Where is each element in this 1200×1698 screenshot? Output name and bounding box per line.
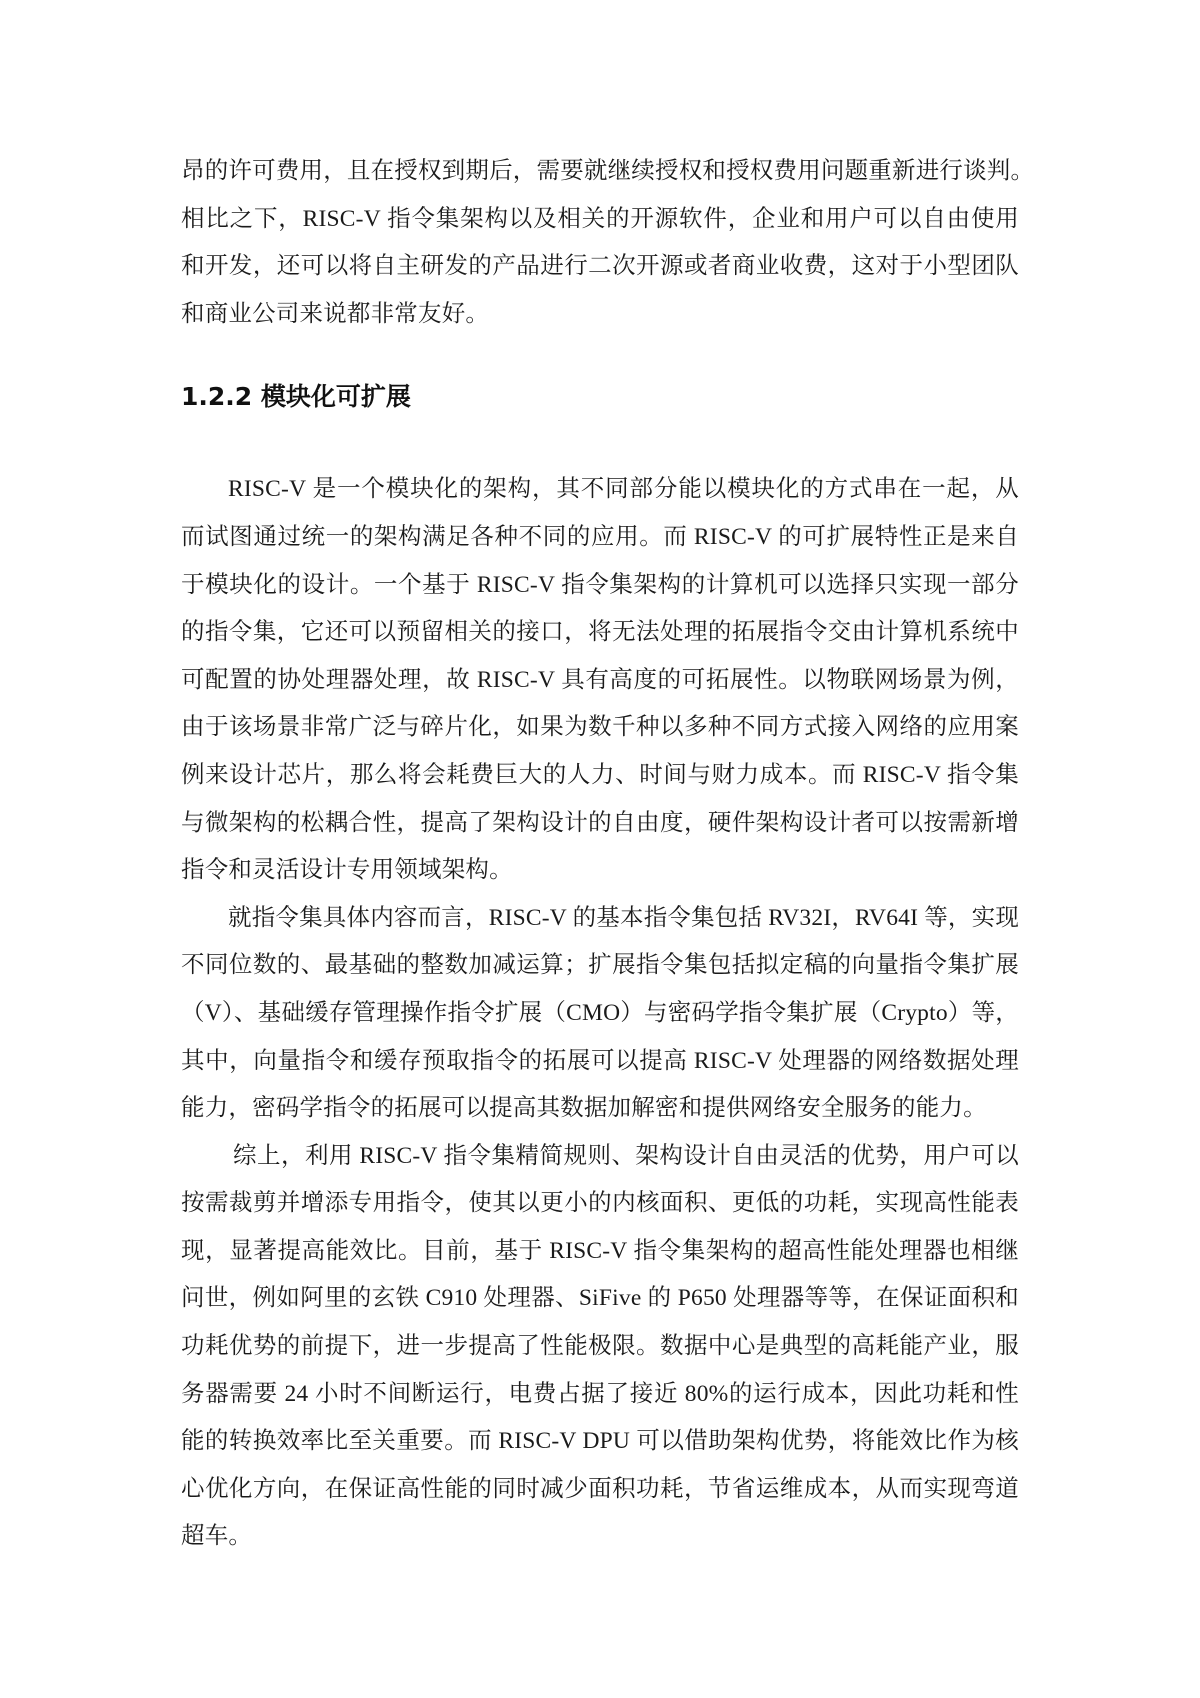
text-line: 功耗优势的前提下，进一步提高了性能极限。数据中心是典型的高耗能产业，服 [181, 1333, 1019, 1360]
text-line: 心优化方向，在保证高性能的同时减少面积功耗，节省运维成本，从而实现弯道 [181, 1475, 1019, 1502]
paragraph-instruction-sets [181, 895, 1019, 1133]
text-line: 超车。 [181, 1523, 253, 1550]
text-line: 例来设计芯片，那么将会耗费巨大的人力、时间与财力成本。而 RISC-V 指令集 [181, 761, 1019, 788]
text-line: 问世，例如阿里的玄铁 C910 处理器、SiFive 的 P650 处理器等等，在保证面积和 [181, 1285, 1019, 1312]
text-line: 能力，密码学指令的拓展可以提高其数据加解密和提供网络安全服务的能力。 [181, 1095, 987, 1122]
text-line: 由于该场景非常广泛与碎片化，如果为数千种以多种不同方式接入网络的应用案 [181, 714, 1019, 741]
text-line: 昂的许可费用，且在授权到期后，需要就继续授权和授权费用问题重新进行谈判。 [181, 158, 1035, 184]
text-line: 按需裁剪并增添专用指令，使其以更小的内核面积、更低的功耗，实现高性能表 [181, 1190, 1019, 1217]
text-line: 和商业公司来说都非常友好。 [181, 300, 490, 327]
section-heading: 1.2.2 模块化可扩展 [181, 382, 411, 412]
text-line: 指令和灵活设计专用领域架构。 [181, 857, 513, 884]
text-line: 务器需要 24 小时不间断运行，电费占据了接近 80%的运行成本，因此功耗和性 [181, 1380, 1019, 1407]
document-page [181, 148, 1035, 1561]
intro-paragraph [181, 148, 1035, 338]
paragraph-summary [181, 1133, 1019, 1561]
text-line: 现，显著提高能效比。目前，基于 RISC-V 指令集架构的超高性能处理器也相继 [181, 1237, 1019, 1264]
text-line: RISC-V 是一个模块化的架构，其不同部分能以模块化的方式串在一起，从 [228, 476, 1019, 503]
text-line: 于模块化的设计。一个基于 RISC-V 指令集架构的计算机可以选择只实现一部分 [181, 571, 1019, 598]
text-line: 其中，向量指令和缓存预取指令的拓展可以提高 RISC-V 处理器的网络数据处理 [181, 1047, 1019, 1074]
text-line: （V）、基础缓存管理操作指令扩展（CMO）与密码学指令集扩展（Crypto）等， [181, 999, 1019, 1026]
text-line: 与微架构的松耦合性，提高了架构设计的自由度，硬件架构设计者可以按需新增 [181, 809, 1019, 836]
heading-spacer [181, 422, 1019, 466]
text-line: 能的转换效率比至关重要。而 RISC-V DPU 可以借助架构优势，将能效比作为核 [181, 1428, 1019, 1455]
text-line: 而试图通过统一的架构满足各种不同的应用。而 RISC-V 的可扩展特性正是来自 [181, 523, 1019, 550]
text-line: 的指令集，它还可以预留相关的接口，将无法处理的拓展指令交由计算机系统中 [181, 619, 1019, 646]
text-line: 综上，利用 RISC-V 指令集精简规则、架构设计自由灵活的优势，用户可以 [233, 1142, 1019, 1169]
text-line: 就指令集具体内容而言，RISC-V 的基本指令集包括 RV32I，RV64I 等，实现 [228, 904, 1020, 931]
text-line: 相比之下，RISC-V 指令集架构以及相关的开源软件，企业和用户可以自由使用 [181, 205, 1019, 232]
text-line: 不同位数的、最基础的整数加减运算；扩展指令集包括拟定稿的向量指令集扩展 [181, 952, 1019, 979]
paragraph-modularity [181, 466, 1019, 894]
text-line: 和开发，还可以将自主研发的产品进行二次开源或者商业收费，这对于小型团队 [181, 253, 1019, 280]
text-line: 可配置的协处理器处理，故 RISC-V 具有高度的可拓展性。以物联网场景为例， [181, 666, 1019, 693]
